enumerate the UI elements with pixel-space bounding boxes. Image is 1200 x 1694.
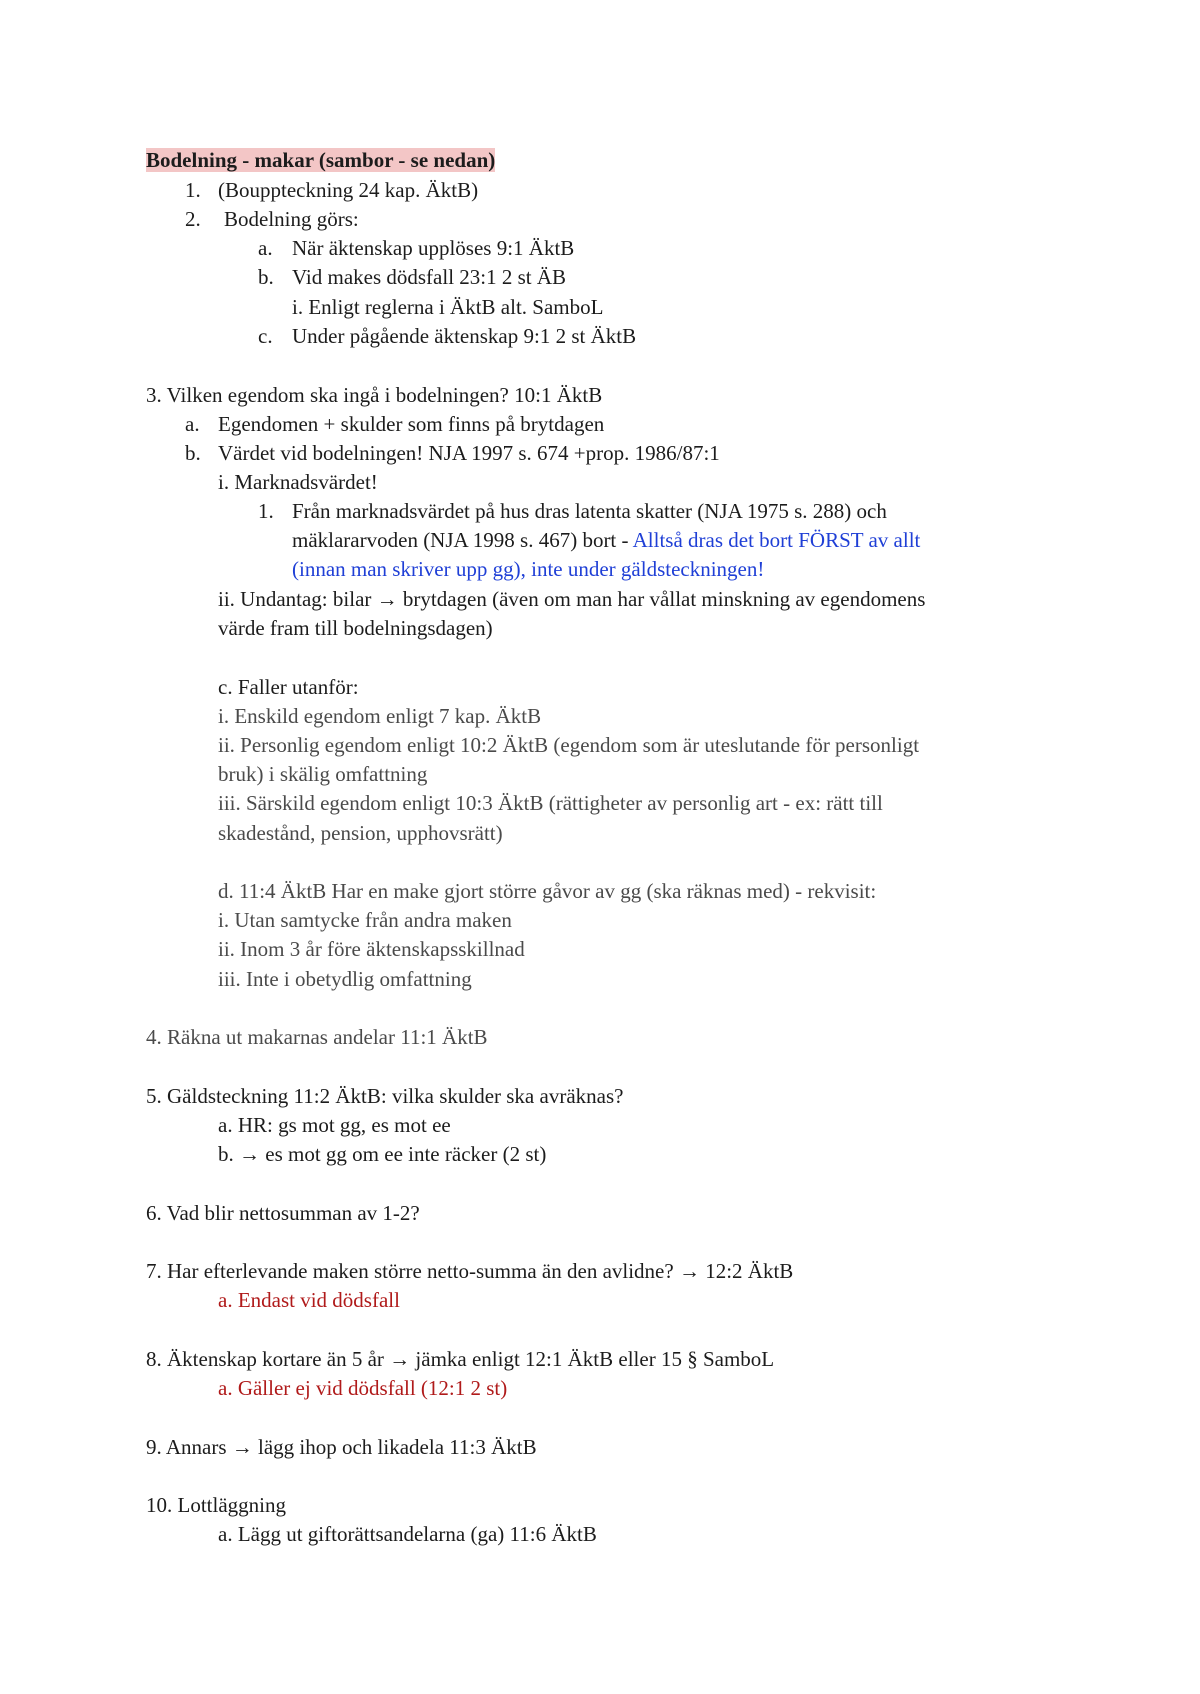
list-marker: 1. [258,499,274,523]
list-item [292,527,920,553]
list-item: värde fram till bodelningsdagen) [218,616,493,640]
list-item: d. 11:4 ÄktB Har en make gjort större gåvor av gg (ska räknas med) - rekvisit: [218,879,877,903]
list-marker: b. [258,265,274,289]
list-item: iii. Inte i obetydlig omfattning [218,967,472,991]
list-item: Egendomen + skulder som finns på brytdagen [218,412,605,436]
section-heading: 7. Har efterlevande maken större netto-summa än den avlidne? → 12:2 ÄktB [146,1259,794,1283]
section-heading: 8. Äktenskap kortare än 5 år → jämka enligt 12:1 ÄktB eller 15 § SamboL [146,1347,775,1371]
list-marker: b. [185,441,201,465]
section-heading: 4. Räkna ut makarnas andelar 11:1 ÄktB [146,1025,488,1049]
list-item-text: mäklararvoden (NJA 1998 s. 467) bort - [292,528,629,552]
list-item: ii. Inom 3 år före äktenskapsskillnad [218,937,525,961]
list-marker: a. [185,412,200,436]
list-item: (Bouppteckning 24 kap. ÄktB) [218,178,479,202]
list-item: bruk) i skälig omfattning [218,762,428,786]
section-heading: 5. Gäldsteckning 11:2 ÄktB: vilka skulder ska avräknas? [146,1084,624,1108]
section-heading: 3. Vilken egendom ska ingå i bodelningen? 10:1 ÄktB [146,383,603,407]
list-item: ii. Personlig egendom enligt 10:2 ÄktB (egendom som är uteslutande för personligt [218,733,920,757]
heading [146,147,495,173]
list-item: i. Enskild egendom enligt 7 kap. ÄktB [218,704,542,728]
list-item: i. Marknadsvärdet! [218,470,378,494]
list-item: Bodelning görs: [224,207,359,231]
list-marker: c. [258,324,273,348]
list-item: Under pågående äktenskap 9:1 2 st ÄktB [292,324,637,348]
section-heading: 10. Lottläggning [146,1493,286,1517]
section-heading: 6. Vad blir nettosumman av 1-2? [146,1201,420,1225]
red-note: a. Endast vid dödsfall [218,1288,400,1312]
red-note: a. Gäller ej vid dödsfall (12:1 2 st) [218,1376,508,1400]
list-item: skadestånd, pension, upphovsrätt) [218,821,503,845]
list-item: a. HR: gs mot gg, es mot ee [218,1113,451,1137]
list-item: i. Enligt reglerna i ÄktB alt. SamboL [292,295,604,319]
section-heading: 9. Annars → lägg ihop och likadela 11:3 ÄktB [146,1435,537,1459]
list-marker: 1. [185,178,201,202]
list-item: iii. Särskild egendom enligt 10:3 ÄktB (rättigheter av personlig art - ex: rätt till [218,791,883,815]
list-item: i. Utan samtycke från andra maken [218,908,512,932]
list-item: Vid makes dödsfall 23:1 2 st ÄB [292,265,567,289]
list-item: a. Lägg ut giftorättsandelarna (ga) 11:6 ÄktB [218,1522,597,1546]
list-marker: a. [258,236,273,260]
list-item: Från marknadsvärdet på hus dras latenta skatter (NJA 1975 s. 288) och [292,499,887,523]
list-item: b. → es mot gg om ee inte räcker (2 st) [218,1142,547,1166]
list-item: När äktenskap upplöses 9:1 ÄktB [292,236,575,260]
list-item: ii. Undantag: bilar → brytdagen (även om man har vållat minskning av egendomens [218,587,926,611]
heading-text: Bodelning - makar (sambor - se nedan) [146,148,496,172]
list-item: c. Faller utanför: [218,675,359,699]
list-item: Värdet vid bodelningen! NJA 1997 s. 674 +prop. 1986/87:1 [218,441,720,465]
blue-note: (innan man skriver upp gg), inte under gäldsteckningen! [292,557,765,581]
list-marker: 2. [185,207,201,231]
blue-note: Alltså dras det bort FÖRST av allt [628,528,921,552]
